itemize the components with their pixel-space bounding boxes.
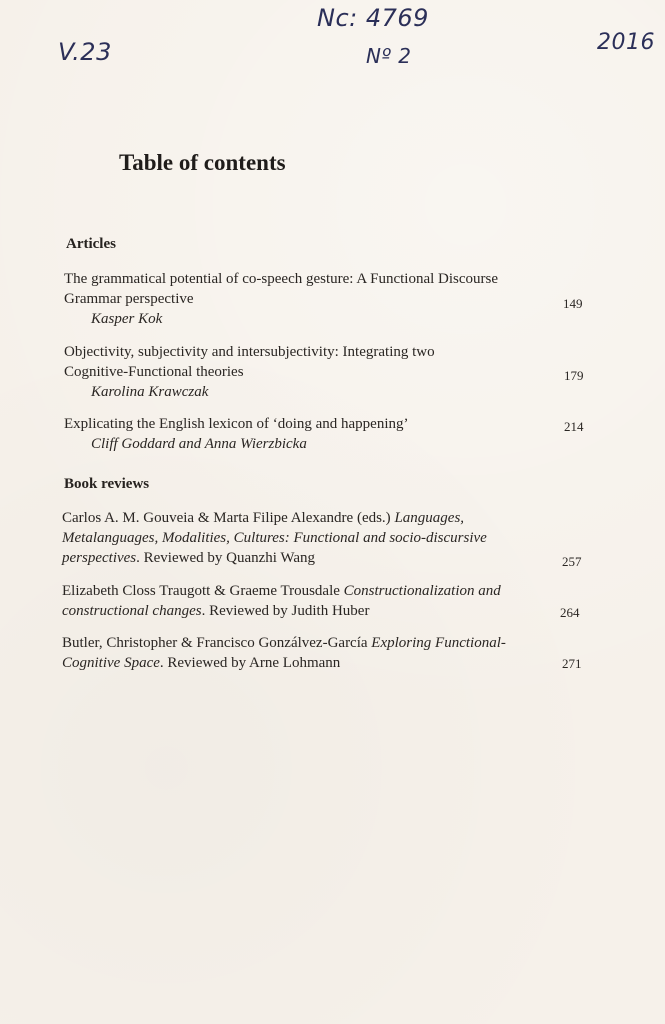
toc-entry-review-1 <box>62 508 532 568</box>
toc-entry-review-2 <box>62 581 532 621</box>
section-heading-book-reviews: Book reviews <box>64 476 150 492</box>
entry-page-number: 149 <box>563 296 583 311</box>
entry-italic-text: constructional changes <box>62 603 202 619</box>
toc-entry-review-3 <box>62 633 532 673</box>
entry-title-line: Grammar perspective <box>64 291 194 307</box>
entry-text: . Reviewed by Judith Huber <box>201 603 370 619</box>
entry-author: Cliff Goddard and Anna Wierzbicka <box>91 436 307 452</box>
entry-page-number: 179 <box>564 368 584 383</box>
entry-page-number: 271 <box>562 656 582 671</box>
entry-text: Butler, Christopher & Francisco Gonzálvez-García <box>62 635 372 651</box>
entry-page-number: 214 <box>564 419 584 434</box>
entry-title-line: Objectivity, subjectivity and intersubjectivity: Integrating two <box>64 344 435 360</box>
page-title: Table of contents <box>119 150 286 175</box>
entry-line <box>62 508 532 528</box>
handwritten-volume-note: V.23 <box>58 38 112 66</box>
toc-entry-article-3 <box>64 414 534 454</box>
section-heading-articles: Articles <box>66 236 116 252</box>
entry-text: . Reviewed by Quanzhi Wang <box>136 550 316 566</box>
handwritten-nc-note: Nc: 4769 <box>317 4 429 32</box>
entry-italic-text: Languages, <box>394 510 465 526</box>
entry-text: Elizabeth Closs Traugott & Graeme Trousdale <box>62 583 344 599</box>
entry-italic-text: Exploring Functional- <box>371 635 506 651</box>
entry-line <box>62 581 532 601</box>
entry-italic-text: Constructionalization and <box>343 583 501 599</box>
toc-entry-article-2 <box>64 342 534 402</box>
handwritten-year-note: 2016 <box>597 30 655 55</box>
entry-text: Carlos A. M. Gouveia & Marta Filipe Alexandre (eds.) <box>62 510 395 526</box>
entry-line <box>62 548 532 568</box>
entry-line <box>62 528 532 548</box>
entry-title-line: The grammatical potential of co-speech gesture: A Functional Discourse <box>64 271 499 287</box>
entry-italic-text: perspectives <box>62 550 137 566</box>
toc-entry-article-1 <box>64 269 534 329</box>
entry-italic-text: Cognitive Space <box>62 655 160 671</box>
entry-line <box>62 601 532 621</box>
entry-author: Karolina Krawczak <box>91 384 209 400</box>
entry-page-number: 257 <box>562 554 582 569</box>
entry-line <box>62 633 532 653</box>
entry-title-line: Explicating the English lexicon of ‘doing and happening’ <box>64 416 409 432</box>
handwritten-number-note: Nº 2 <box>366 44 412 68</box>
entry-italic-text: Metalanguages, Modalities, Cultures: Functional and socio-discursive <box>62 530 487 546</box>
entry-text: . Reviewed by Arne Lohmann <box>159 655 341 671</box>
entry-title-line: Cognitive-Functional theories <box>64 364 244 380</box>
entry-page-number: 264 <box>560 605 580 620</box>
entry-line <box>62 653 532 673</box>
entry-author: Kasper Kok <box>91 311 163 327</box>
